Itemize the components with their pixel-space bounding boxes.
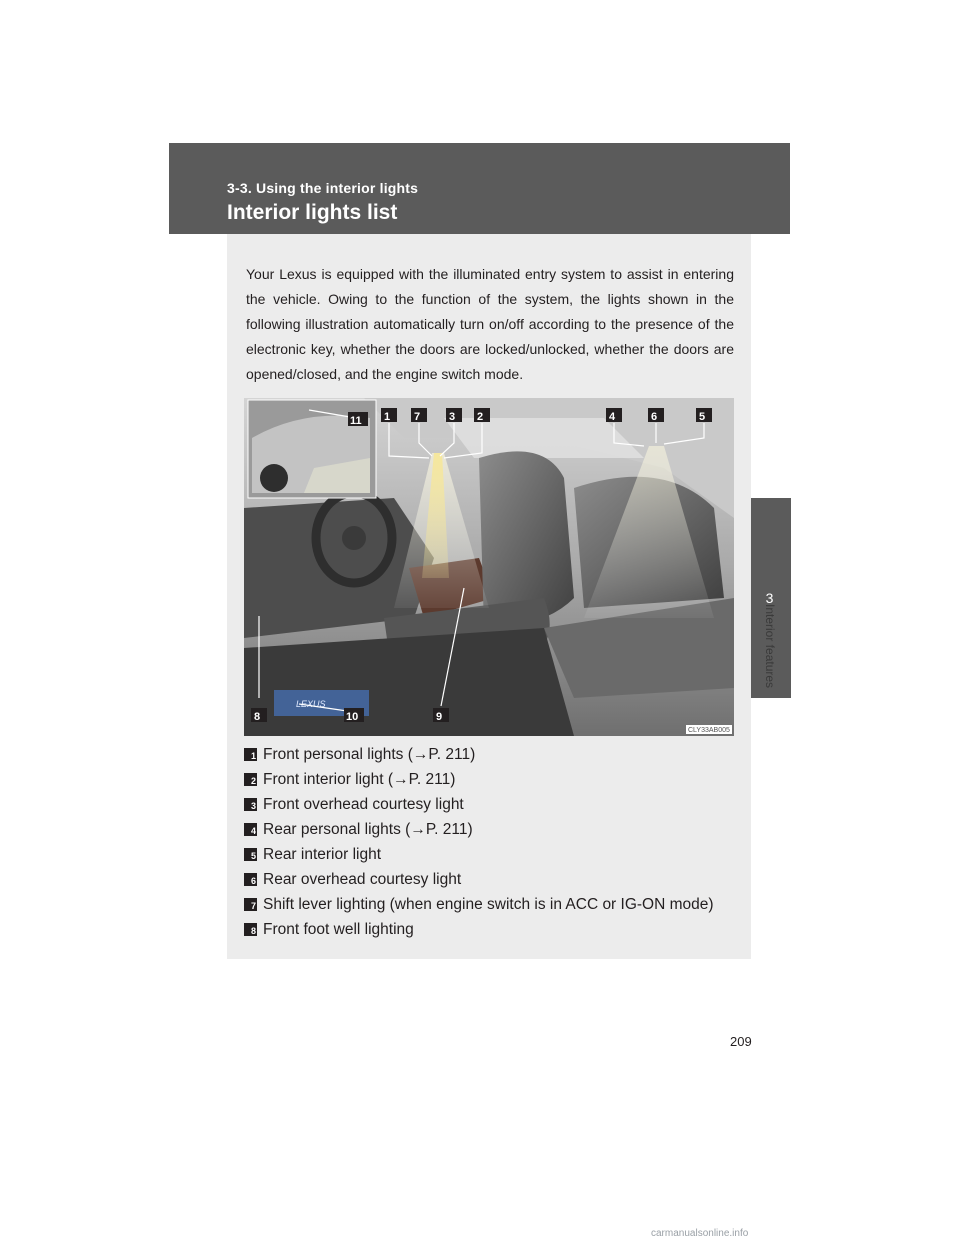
list-item <box>244 867 744 892</box>
list-item-text: Front foot well lighting <box>263 920 414 938</box>
list-item <box>244 792 744 817</box>
intro-paragraph: Your Lexus is equipped with the illuminated entry system to assist in entering the vehicle. Owing to the function of the system, the lights shown in the following illustration automatically turn on/off according to the presence of the electronic key, whether the doors are locked/unlocked, whether the doors are opened/closed, and the engine switch mode. <box>246 266 734 382</box>
number-marker: 2 <box>244 773 257 786</box>
callout-8: 8 <box>254 711 261 723</box>
list-item-text: Front personal lights (→P. 211) <box>263 745 476 763</box>
page-title: Interior lights list <box>227 201 398 224</box>
page-number: 209 <box>730 1034 752 1049</box>
list-item-text: Front overhead courtesy light <box>263 795 464 813</box>
callout-11: 11 <box>350 415 362 427</box>
list-item-text: Front interior light (→P. 211) <box>263 770 456 788</box>
list-item <box>244 817 744 842</box>
list-item <box>244 892 744 917</box>
callout-9: 9 <box>436 711 443 723</box>
sill-badge: LEXUS <box>296 699 326 709</box>
list-item-text: Shift lever lighting (when engine switch is in ACC or IG-ON mode) <box>263 895 714 913</box>
number-marker: 8 <box>244 923 257 936</box>
callout-1: 1 <box>384 411 391 423</box>
lights-list <box>244 742 744 942</box>
callout-10: 10 <box>346 711 359 723</box>
list-item-text: Rear personal lights (→P. 211) <box>263 820 473 838</box>
list-item <box>244 917 744 942</box>
callout-5: 5 <box>699 411 706 423</box>
watermark[interactable]: carmanualsonline.info <box>651 1228 749 1239</box>
callout-4: 4 <box>609 411 616 423</box>
number-marker: 1 <box>244 748 257 761</box>
chapter-label: Interior features <box>763 604 777 689</box>
list-item <box>244 842 744 867</box>
number-marker: 3 <box>244 798 257 811</box>
callout-6: 6 <box>651 411 658 423</box>
callout-2: 2 <box>477 411 484 423</box>
list-item <box>244 742 744 767</box>
list-item <box>244 767 744 792</box>
interior-illustration-svg <box>244 398 734 736</box>
list-item-text: Rear overhead courtesy light <box>263 870 462 888</box>
list-item-text: Rear interior light <box>263 845 382 863</box>
callout-7: 7 <box>414 411 421 423</box>
content-box <box>227 234 751 959</box>
illustration-code: CLY33AB005 <box>688 727 730 734</box>
header-band <box>169 143 790 234</box>
number-marker: 4 <box>244 823 257 836</box>
interior-illustration <box>244 398 734 736</box>
section-label: 3-3. Using the interior lights <box>227 180 419 196</box>
number-marker: 6 <box>244 873 257 886</box>
chapter-number: 3 <box>765 590 774 606</box>
number-marker: 7 <box>244 898 257 911</box>
number-marker: 5 <box>244 848 257 861</box>
callout-3: 3 <box>449 411 456 423</box>
